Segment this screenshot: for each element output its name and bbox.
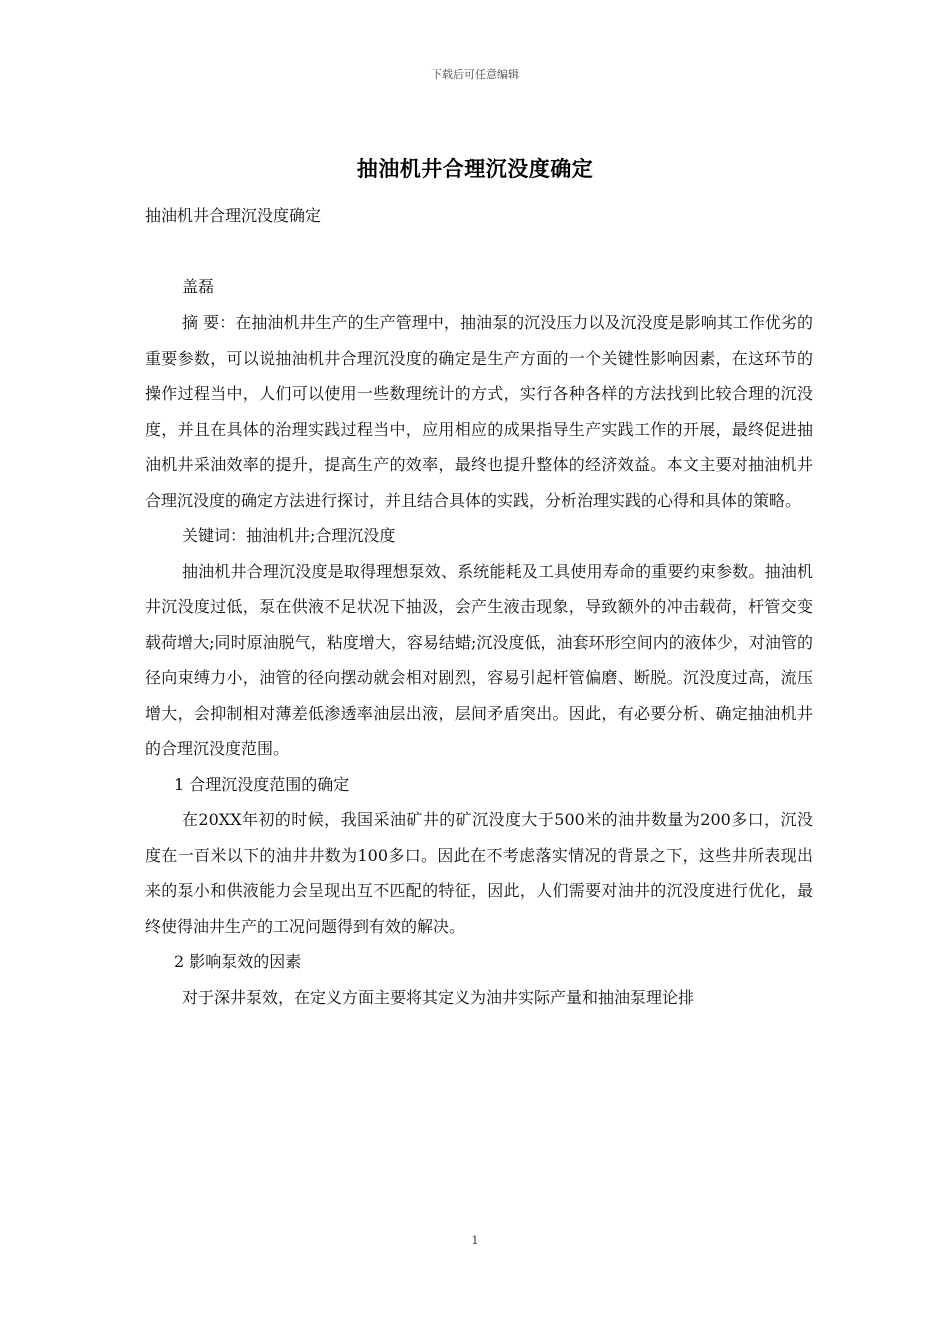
section-2-paragraph: 对于深井泵效，在定义方面主要将其定义为油井实际产量和抽油泵理论排 xyxy=(182,987,695,1007)
keywords-line: 关键词：抽油机井;合理沉没度 xyxy=(182,526,396,545)
header-note: 下载后可任意编辑 xyxy=(431,68,519,81)
section-2-heading: 2 影响泵效的因素 xyxy=(174,952,302,971)
document-subtitle: 抽油机井合理沉没度确定 xyxy=(145,206,322,225)
section-1-paragraph: 在20XX年初的时候，我国采油矿井的矿沉没度大于500米的油井数量为200多口，沉没度在一百米以下的油井井数为100多口。因此在不考虑落实情况的背景之下，这些井所表现出来的泵小和供液能力会呈现出互不匹配的特征，因此，人们需要对油井的沉没度进行优化，最终使得油井生产的工况问题得到有效的解决。 xyxy=(145,810,813,936)
document-body xyxy=(145,198,813,1015)
abstract-paragraph: 摘 要：在抽油机井生产的生产管理中，抽油泵的沉没压力以及沉没度是影响其工作优劣的重要参数，可以说抽油机井合理沉没度的确定是生产方面的一个关键性影响因素，在这环节的操作过程当中，人们可以使用一些数理统计的方式，实行各种各样的方法找到比较合理的沉没度，并且在具体的治理实践过程当中，应用相应的成果指导生产实践工作的开展，最终促进抽油机井采油效率的提升，提高生产的效率，最终也提升整体的经济效益。本文主要对抽油机井合理沉没度的确定方法进行探讨，并且结合具体的实践，分析治理实践的心得和具体的策略。 xyxy=(145,313,813,510)
author-name: 盖磊 xyxy=(182,277,215,296)
page-number: 1 xyxy=(471,1234,479,1247)
section-1-heading: 1 合理沉没度范围的确定 xyxy=(174,774,350,794)
document-title: 抽油机井合理沉没度确定 xyxy=(356,156,594,181)
intro-paragraph: 抽油机井合理沉没度是取得理想泵效、系统能耗及工具使用寿命的重要约束参数。抽油机井沉没度过低，泵在供液不足状况下抽汲，会产生液击现象，导致额外的冲击载荷，杆管交变载荷增大;同时原油脱气，粘度增大，容易结蜡;沉没度低，油套环形空间内的液体少，对油管的径向束缚力小，油管的径向摆动就会相对剧烈，容易引起杆管偏磨、断脱。沉没度过高，流压增大，会抑制相对薄差低渗透率油层出液，层间矛盾突出。因此，有必要分析、确定抽油机井的合理沉没度范围。 xyxy=(145,561,813,758)
